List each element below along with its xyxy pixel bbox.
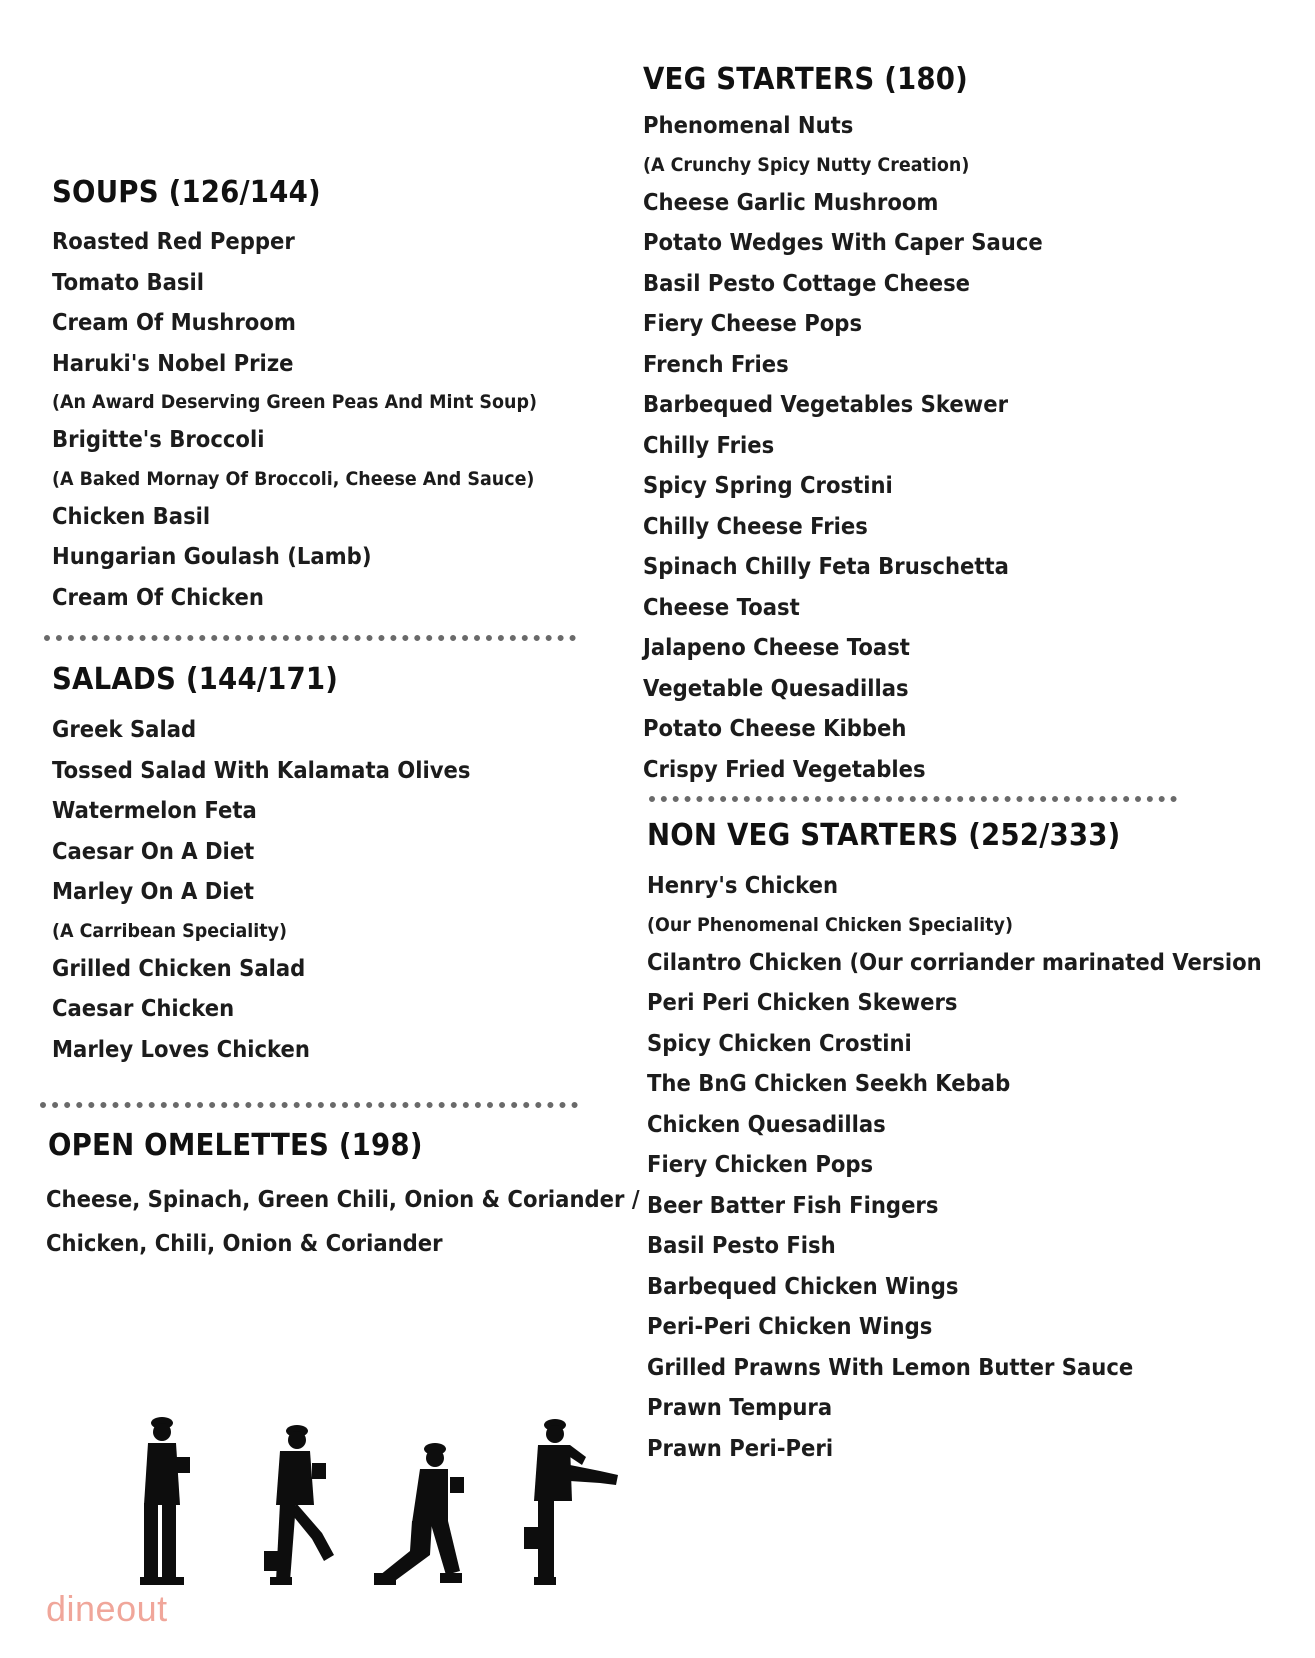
menu-item: Barbequed Chicken Wings — [647, 1273, 959, 1300]
omelette-line: Chicken, Chili, Onion & Coriander — [46, 1231, 443, 1257]
veg-starters-heading: VEG STARTERS (180) — [643, 62, 968, 97]
soups-divider — [44, 635, 576, 641]
menu-item-description: (An Award Deserving Green Peas And Mint Soup) — [52, 391, 537, 413]
non-veg-starters-heading: NON VEG STARTERS (252/333) — [647, 818, 1121, 853]
omelette-line: Cheese, Spinach, Green Chili, Onion & Coriander / — [46, 1187, 640, 1213]
menu-item: Prawn Tempura — [647, 1395, 833, 1421]
menu-item: Tomato Basil — [52, 269, 205, 296]
menu-item: Cream Of Mushroom — [52, 310, 296, 336]
salads-list — [52, 710, 507, 1070]
omelettes-heading: OPEN OMELETTES (198) — [48, 1128, 423, 1163]
menu-item: Cheese Garlic Mushroom — [643, 189, 939, 216]
menu-item: Fiery Chicken Pops — [647, 1152, 874, 1178]
menu-item: Brigitte's Broccoli — [52, 427, 265, 453]
salads-divider — [40, 1102, 578, 1108]
menu-item: Phenomenal Nuts — [643, 113, 854, 139]
menu-item: Chicken Quesadillas — [647, 1111, 886, 1138]
menu-item: Beer Batter Fish Fingers — [647, 1192, 939, 1219]
silhouette-figure — [374, 1443, 464, 1585]
menu-item: Henry's Chicken — [647, 873, 839, 899]
silhouette-figure — [140, 1417, 190, 1585]
omelettes-text — [46, 1178, 691, 1266]
menu-item: Peri-Peri Chicken Wings — [647, 1314, 933, 1340]
silhouette-walking-men-illustration — [130, 1405, 670, 1595]
menu-item: French Fries — [643, 351, 789, 378]
menu-item: Basil Pesto Cottage Cheese — [643, 270, 971, 297]
veg-starters-list — [643, 106, 1077, 790]
menu-item-description: (A Baked Mornay Of Broccoli, Cheese And Sauce) — [52, 467, 535, 490]
menu-item: Hungarian Goulash (Lamb) — [52, 544, 372, 570]
menu-item: Grilled Prawns With Lemon Butter Sauce — [647, 1354, 1134, 1381]
soups-heading: SOUPS (126/144) — [52, 175, 321, 210]
soups-list — [52, 222, 579, 618]
menu-item: Haruki's Nobel Prize — [52, 350, 294, 377]
menu-item: Potato Cheese Kibbeh — [643, 716, 907, 742]
menu-item: Basil Pesto Fish — [647, 1233, 836, 1259]
menu-item: Cheese Toast — [643, 594, 800, 621]
veg-divider — [649, 796, 1177, 802]
menu-item: Chilly Cheese Fries — [643, 513, 868, 540]
menu-item: The BnG Chicken Seekh Kebab — [647, 1071, 1011, 1097]
menu-item: Barbequed Vegetables Skewer — [643, 392, 1009, 418]
menu-item: Marley On A Diet — [52, 879, 254, 905]
non-veg-starters-list — [647, 866, 1315, 1469]
menu-item: Watermelon Feta — [52, 798, 257, 824]
menu-item: Chicken Basil — [52, 503, 211, 530]
menu-item-description: (A Carribean Speciality) — [52, 919, 287, 942]
silhouette-figure — [264, 1425, 334, 1585]
menu-item: Roasted Red Pepper — [52, 229, 295, 255]
menu-item: Caesar Chicken — [52, 996, 235, 1022]
menu-item: Greek Salad — [52, 717, 197, 743]
menu-item: Prawn Peri-Peri — [647, 1435, 834, 1462]
dineout-watermark: dineout — [46, 1588, 168, 1629]
menu-item: Peri Peri Chicken Skewers — [647, 990, 958, 1016]
menu-item: Fiery Cheese Pops — [643, 311, 863, 337]
menu-item: Spicy Spring Crostini — [643, 473, 893, 499]
menu-item: Potato Wedges With Caper Sauce — [643, 230, 1043, 256]
menu-item: Cilantro Chicken (Our corriander marinated Version — [647, 949, 1262, 976]
menu-item: Spinach Chilly Feta Bruschetta — [643, 554, 1009, 580]
menu-item: Grilled Chicken Salad — [52, 955, 306, 982]
menu-item: Jalapeno Cheese Toast — [643, 635, 910, 661]
menu-item-description: (A Crunchy Spicy Nutty Creation) — [643, 153, 970, 176]
menu-item: Chilly Fries — [643, 432, 775, 459]
salads-heading: SALADS (144/171) — [52, 662, 339, 697]
menu-item: Marley Loves Chicken — [52, 1036, 310, 1063]
silhouette-figure — [524, 1419, 618, 1585]
menu-item: Spicy Chicken Crostini — [647, 1030, 912, 1057]
menu-item: Tossed Salad With Kalamata Olives — [52, 757, 471, 784]
menu-item: Caesar On A Diet — [52, 838, 255, 865]
menu-item: Crispy Fried Vegetables — [643, 756, 926, 783]
menu-item-description: (Our Phenomenal Chicken Speciality) — [647, 913, 1013, 936]
menu-item: Cream Of Chicken — [52, 584, 264, 611]
menu-item: Vegetable Quesadillas — [643, 675, 909, 702]
